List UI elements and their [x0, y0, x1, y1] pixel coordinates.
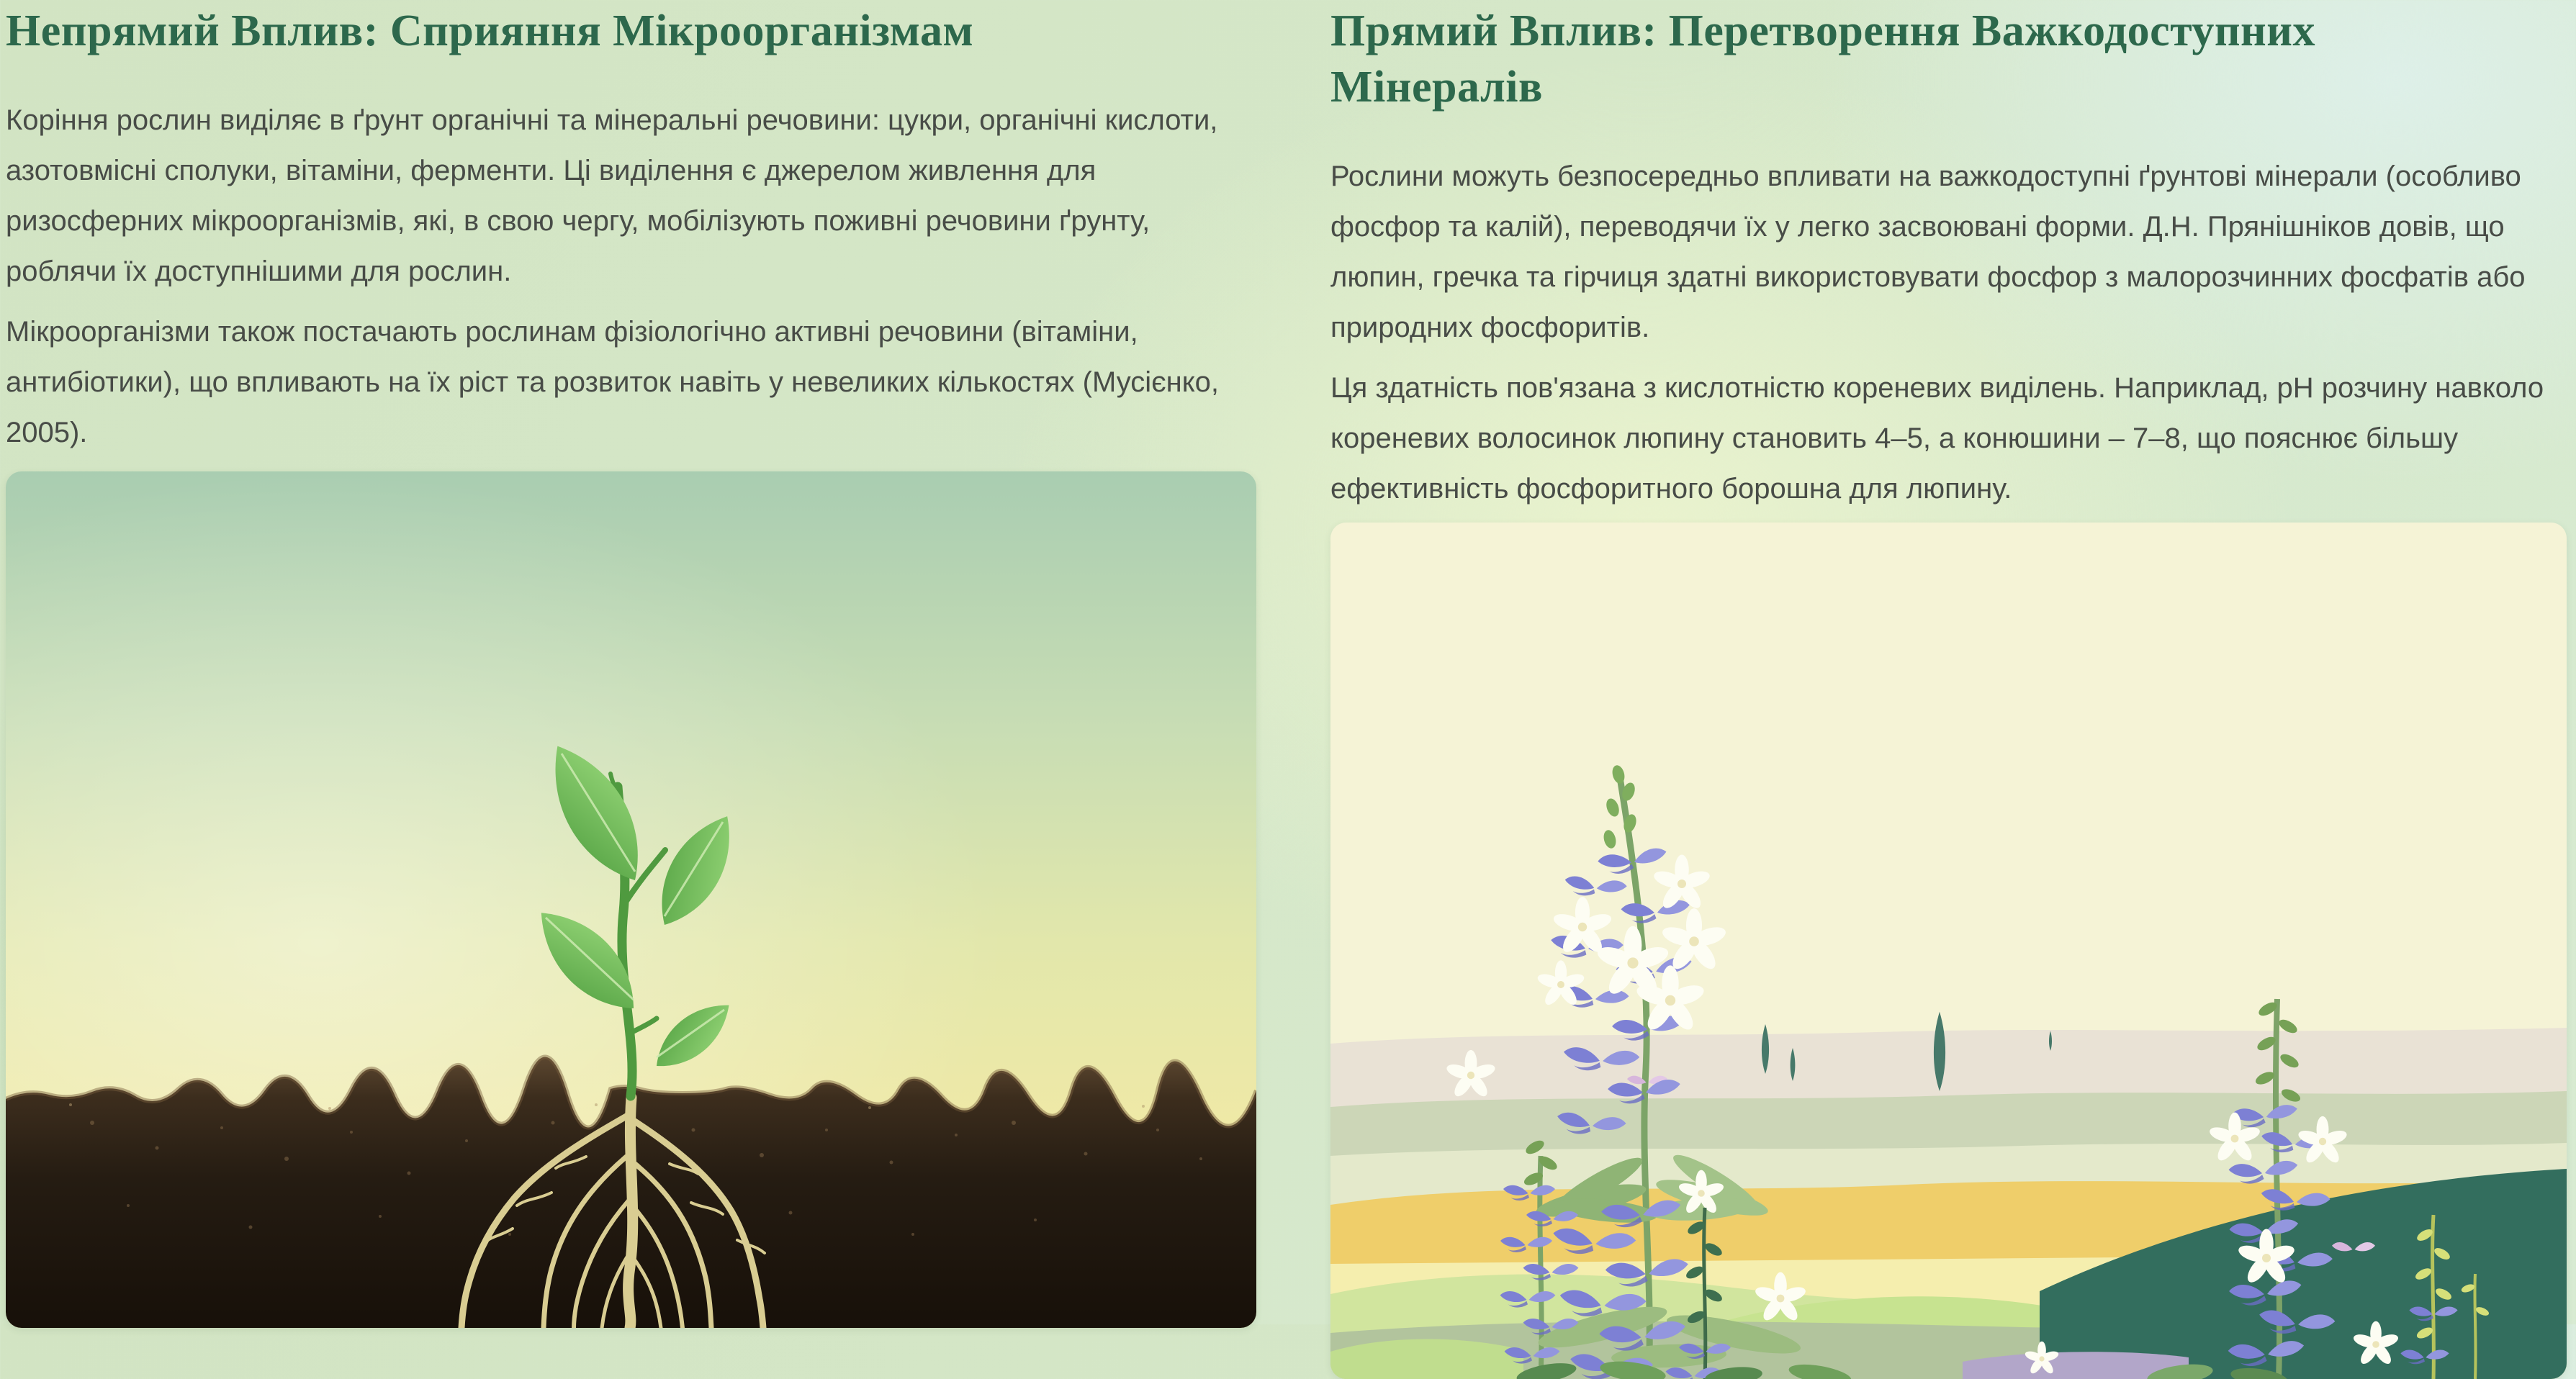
seedling-cross-section-illustration: [6, 471, 1256, 1328]
left-paragraph-2: Мікроорганізми також постачають рослинам фізіологічно активні речовини (вітаміни, антибіотики), що впливають на їх ріст та розвиток навіть у невеликих кількостях (Мусієнко, 2005).: [6, 316, 1219, 449]
right-article-column: [1330, 3, 2567, 524]
distant-hills: [1330, 1028, 2567, 1208]
lupine-meadow-svg: [1330, 523, 2567, 1379]
seedling-illustration-svg: [6, 471, 1256, 1328]
left-paragraph-1: Коріння рослин виділяє в ґрунт органічні та мінеральні речовини: цукри, органічні кислоти, азотовмісні сполуки, вітаміни, ферменти. Ці виділення є джерелом живлення для ризосферних мікроорганізмів, які, в свою чергу, мобілізують поживні речовини ґрунту, роблячи їх доступнішими для рослин.: [6, 104, 1218, 288]
lupine-meadow-illustration: [1330, 523, 2567, 1379]
left-article-column: [6, 3, 1256, 468]
right-paragraph-2: Ця здатність пов'язана з кислотністю кореневих виділень. Наприклад, pH розчину навколо кореневих волосинок люпину становить 4–5, а конюшини – 7–8, що пояснює більшу ефективність фосфоритного борошна для люпину.: [1330, 372, 2544, 505]
right-paragraph-1: Рослини можуть безпосередньо впливати на важкодоступні ґрунтові мінерали (особливо фосфор та калій), переводячи їх у легко засвоювані форми. Д.Н. Прянішніков довів, що люпин, гречка та гірчиця здатні використовувати фосфор з малорозчинних фосфатів або природних фосфоритів.: [1330, 160, 2526, 344]
right-section-title: Прямий Вплив: Перетворення Важкодоступних Мінералів: [1330, 6, 2316, 112]
left-section-title: Непрямий Вплив: Сприяння Мікроорганізмам: [6, 6, 974, 55]
